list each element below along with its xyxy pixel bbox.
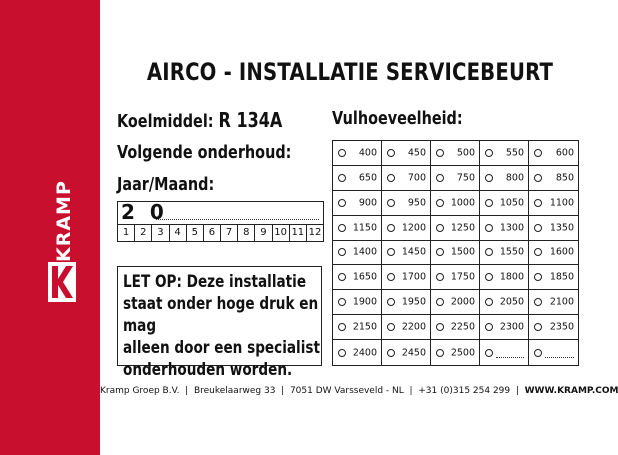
fill-option-value: 400: [358, 147, 377, 159]
fill-custom-line[interactable]: [496, 357, 524, 358]
radio-circle-icon[interactable]: [534, 248, 542, 256]
warning-box: [117, 266, 322, 380]
radio-circle-icon[interactable]: [338, 149, 346, 157]
fill-option-value: 850: [555, 172, 574, 184]
month-cell[interactable]: 1: [118, 225, 135, 241]
footer-phone: +31 (0)315 254 299: [418, 386, 511, 396]
fill-option-cell[interactable]: [529, 340, 578, 365]
fill-option-value: 700: [407, 172, 426, 184]
footer-company: Kramp Groep B.V.: [100, 386, 180, 396]
fill-option-cell[interactable]: [333, 290, 382, 315]
fill-option-cell[interactable]: [480, 315, 529, 340]
fill-option-value: 800: [505, 172, 524, 184]
fill-option-cell[interactable]: [431, 290, 480, 315]
month-cell[interactable]: 11: [290, 225, 307, 241]
fill-option-cell[interactable]: [431, 191, 480, 216]
radio-circle-icon[interactable]: [338, 298, 346, 306]
fill-option-cell[interactable]: [431, 216, 480, 241]
fill-option-value: 2450: [401, 347, 426, 359]
radio-circle-icon[interactable]: [436, 174, 444, 182]
warning-line: alleen door een specialist: [123, 338, 320, 358]
fill-option-cell[interactable]: [431, 166, 480, 191]
fill-option-value: 1100: [549, 197, 574, 209]
fill-option-value: 1000: [450, 197, 475, 209]
fill-option-cell[interactable]: [382, 216, 431, 241]
warning-line: LET OP: Deze installatie: [123, 272, 307, 292]
radio-circle-icon[interactable]: [387, 323, 395, 331]
refrigerant-value: R 134A: [218, 108, 283, 132]
fill-option-cell[interactable]: [480, 191, 529, 216]
fill-option-value: 900: [358, 197, 377, 209]
radio-circle-icon[interactable]: [436, 349, 444, 357]
radio-circle-icon[interactable]: [534, 174, 542, 182]
fill-option-cell[interactable]: [382, 166, 431, 191]
radio-circle-icon[interactable]: [436, 298, 444, 306]
fill-option-value: 2200: [401, 321, 426, 333]
radio-circle-icon[interactable]: [387, 149, 395, 157]
fill-option-cell[interactable]: [431, 340, 480, 365]
fill-option-value: 1750: [450, 271, 475, 283]
fill-option-cell[interactable]: [480, 340, 529, 365]
radio-circle-icon[interactable]: [485, 349, 493, 357]
refrigerant-label: Koelmiddel:: [117, 111, 214, 132]
radio-circle-icon[interactable]: [338, 323, 346, 331]
radio-circle-icon[interactable]: [534, 323, 542, 331]
radio-circle-icon[interactable]: [485, 199, 493, 207]
fill-option-cell[interactable]: [480, 265, 529, 290]
fill-option-value: 500: [456, 147, 475, 159]
radio-circle-icon[interactable]: [387, 174, 395, 182]
fill-option-value: 1850: [549, 271, 574, 283]
month-cell[interactable]: 6: [204, 225, 221, 241]
warning-line: staat onder hoge druk en mag: [123, 294, 319, 336]
radio-circle-icon[interactable]: [485, 248, 493, 256]
radio-circle-icon[interactable]: [485, 224, 493, 232]
warning-line: onderhouden worden.: [123, 360, 293, 380]
fill-option-cell[interactable]: [529, 141, 578, 166]
kramp-logo-icon: [48, 262, 76, 302]
month-row: [118, 224, 323, 241]
radio-circle-icon[interactable]: [387, 298, 395, 306]
fill-option-cell[interactable]: [382, 191, 431, 216]
radio-circle-icon[interactable]: [338, 224, 346, 232]
radio-circle-icon[interactable]: [534, 149, 542, 157]
fill-option-value: 550: [505, 147, 524, 159]
year-month-field[interactable]: [117, 201, 324, 242]
footer-address: Breukelaarweg 33: [193, 386, 276, 396]
fill-option-value: 1600: [549, 246, 574, 258]
radio-circle-icon[interactable]: [485, 323, 493, 331]
fill-option-cell[interactable]: [529, 265, 578, 290]
fill-option-cell[interactable]: [480, 290, 529, 315]
radio-circle-icon[interactable]: [436, 199, 444, 207]
radio-circle-icon[interactable]: [338, 349, 346, 357]
page-title: AIRCO - INSTALLATIE SERVICEBEURT: [146, 58, 554, 86]
fill-option-cell[interactable]: [431, 315, 480, 340]
radio-circle-icon[interactable]: [387, 248, 395, 256]
fill-option-cell[interactable]: [333, 216, 382, 241]
fill-option-cell[interactable]: [529, 241, 578, 266]
fill-option-value: 1950: [401, 296, 426, 308]
year-writing-line: [156, 219, 319, 220]
fill-option-cell[interactable]: [480, 141, 529, 166]
radio-circle-icon[interactable]: [436, 224, 444, 232]
fill-option-value: 1400: [352, 246, 377, 258]
fill-option-value: 1800: [499, 271, 524, 283]
fill-option-value: 750: [456, 172, 475, 184]
month-cell[interactable]: 8: [238, 225, 255, 241]
radio-circle-icon[interactable]: [387, 224, 395, 232]
fill-custom-line[interactable]: [545, 357, 574, 358]
month-cell[interactable]: 9: [255, 225, 272, 241]
fill-option-value: 2350: [549, 321, 574, 333]
fill-option-cell[interactable]: [529, 166, 578, 191]
fill-option-value: 1500: [450, 246, 475, 258]
fill-option-cell[interactable]: [333, 265, 382, 290]
fill-option-value: 2250: [450, 321, 475, 333]
radio-circle-icon[interactable]: [534, 199, 542, 207]
month-cell[interactable]: 3: [152, 225, 169, 241]
radio-circle-icon[interactable]: [485, 273, 493, 281]
fill-option-cell[interactable]: [480, 166, 529, 191]
radio-circle-icon[interactable]: [387, 199, 395, 207]
fill-option-value: 2500: [450, 347, 475, 359]
radio-circle-icon[interactable]: [338, 199, 346, 207]
fill-option-cell[interactable]: [431, 141, 480, 166]
fill-option-cell[interactable]: [529, 191, 578, 216]
fill-option-value: 950: [407, 197, 426, 209]
radio-circle-icon[interactable]: [485, 298, 493, 306]
fill-option-cell[interactable]: [382, 290, 431, 315]
month-cell[interactable]: 4: [170, 225, 187, 241]
fill-option-value: 1650: [352, 271, 377, 283]
radio-circle-icon[interactable]: [338, 248, 346, 256]
radio-circle-icon[interactable]: [436, 248, 444, 256]
radio-circle-icon[interactable]: [436, 273, 444, 281]
year-prefix: 2 0: [121, 200, 168, 224]
month-cell[interactable]: 5: [187, 225, 204, 241]
fill-option-value: 1300: [499, 222, 524, 234]
brand-wordmark: KRAMP: [53, 180, 75, 262]
warning-text: [123, 271, 323, 381]
fill-option-cell[interactable]: [333, 166, 382, 191]
radio-circle-icon[interactable]: [387, 349, 395, 357]
fill-option-value: 2050: [499, 296, 524, 308]
fill-option-value: 1550: [499, 246, 524, 258]
fill-option-value: 1200: [401, 222, 426, 234]
radio-circle-icon[interactable]: [534, 349, 542, 357]
fill-option-cell[interactable]: [382, 340, 431, 365]
radio-circle-icon[interactable]: [338, 174, 346, 182]
fill-option-value: 2000: [450, 296, 475, 308]
fill-option-value: 1050: [499, 197, 524, 209]
footer: Kramp Groep B.V. | Breukelaarweg 33 | 7051 DW Varsseveld - NL | +31 (0)315 254 299 | WWW.KRAMP.COM: [100, 386, 618, 396]
fill-option-value: 1150: [352, 222, 377, 234]
month-cell[interactable]: 10: [273, 225, 290, 241]
fill-option-cell[interactable]: [333, 315, 382, 340]
footer-website: WWW.KRAMP.COM: [524, 386, 618, 396]
fill-option-value: 450: [407, 147, 426, 159]
fill-option-value: 1350: [549, 222, 574, 234]
fill-option-value: 1900: [352, 296, 377, 308]
footer-city: 7051 DW Varsseveld - NL: [289, 386, 404, 396]
fill-option-cell[interactable]: [333, 191, 382, 216]
fill-amount-label: Vulhoeveelheid:: [332, 108, 463, 129]
radio-circle-icon[interactable]: [534, 273, 542, 281]
fill-option-cell[interactable]: [333, 141, 382, 166]
radio-circle-icon[interactable]: [436, 323, 444, 331]
next-service-label: Volgende onderhoud:: [117, 142, 292, 163]
radio-circle-icon[interactable]: [534, 224, 542, 232]
radio-circle-icon[interactable]: [534, 298, 542, 306]
fill-option-value: 2300: [499, 321, 524, 333]
fill-option-value: 2150: [352, 321, 377, 333]
fill-option-cell[interactable]: [431, 241, 480, 266]
radio-circle-icon[interactable]: [485, 149, 493, 157]
fill-option-cell[interactable]: [333, 340, 382, 365]
fill-option-value: 1700: [401, 271, 426, 283]
fill-option-value: 1250: [450, 222, 475, 234]
radio-circle-icon[interactable]: [338, 273, 346, 281]
month-cell[interactable]: 2: [135, 225, 152, 241]
radio-circle-icon[interactable]: [485, 174, 493, 182]
fill-amount-grid: [332, 140, 579, 366]
fill-option-cell[interactable]: [333, 241, 382, 266]
fill-option-cell[interactable]: [382, 265, 431, 290]
fill-option-cell[interactable]: [480, 241, 529, 266]
fill-option-cell[interactable]: [431, 265, 480, 290]
fill-option-value: 2100: [549, 296, 574, 308]
fill-option-value: 1450: [401, 246, 426, 258]
fill-option-value: 650: [358, 172, 377, 184]
year-month-label: Jaar/Maand:: [117, 174, 215, 195]
radio-circle-icon[interactable]: [436, 149, 444, 157]
fill-option-cell[interactable]: [529, 290, 578, 315]
fill-option-cell[interactable]: [382, 315, 431, 340]
month-cell[interactable]: 12: [308, 227, 322, 238]
fill-option-cell[interactable]: [382, 141, 431, 166]
fill-option-cell[interactable]: [529, 315, 578, 340]
month-cell[interactable]: 7: [221, 225, 238, 241]
fill-option-value: 600: [555, 147, 574, 159]
refrigerant-row: [117, 108, 282, 132]
fill-option-cell[interactable]: [480, 216, 529, 241]
radio-circle-icon[interactable]: [387, 273, 395, 281]
fill-option-value: 2400: [352, 347, 377, 359]
fill-option-cell[interactable]: [382, 241, 431, 266]
fill-option-cell[interactable]: [529, 216, 578, 241]
